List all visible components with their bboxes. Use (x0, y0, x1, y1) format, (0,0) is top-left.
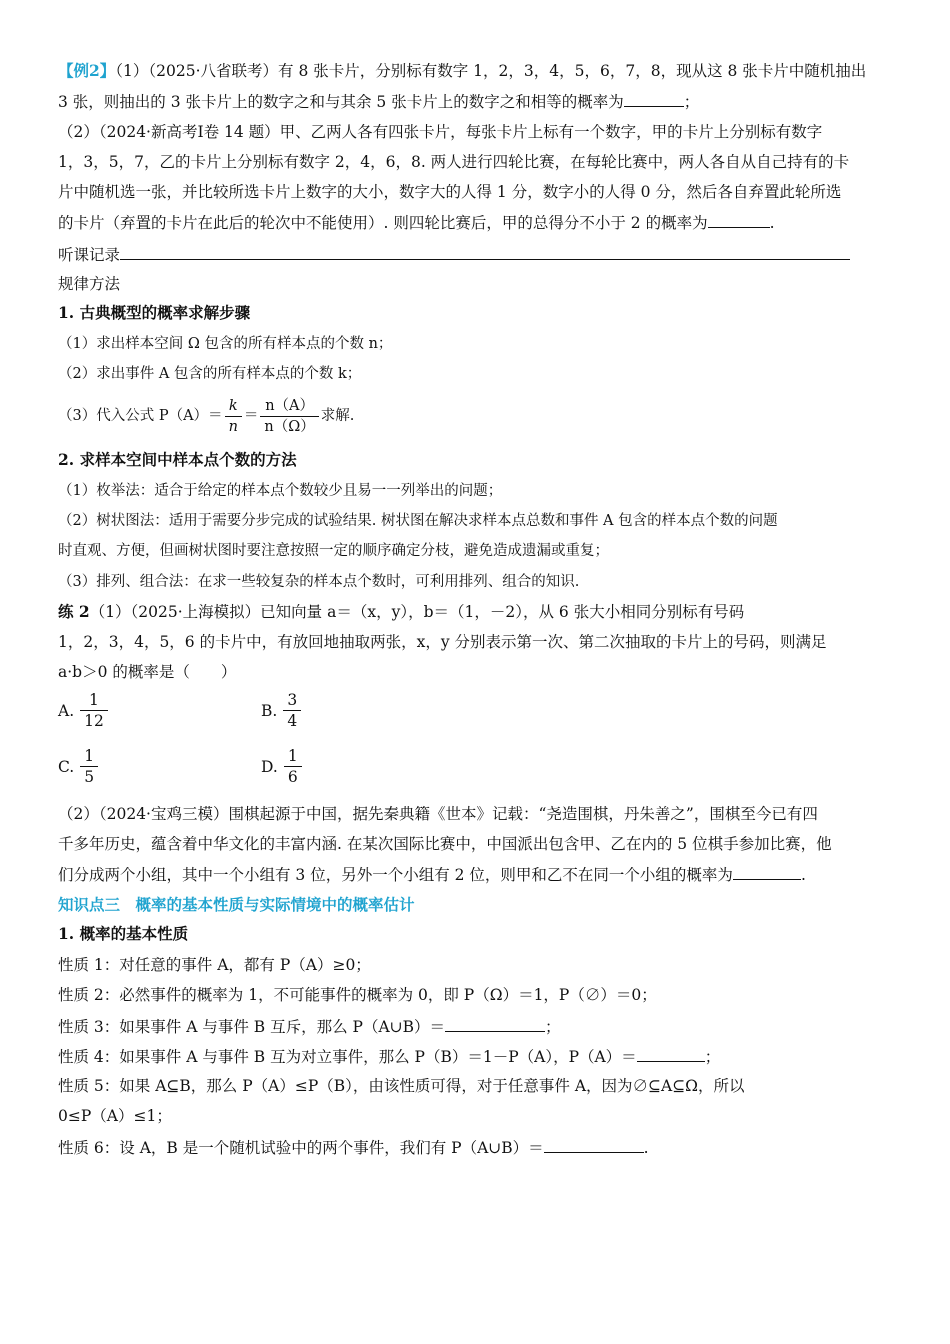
option-fraction (80, 690, 108, 731)
property-4-text: 性质 4：如果事件 A 与事件 B 互为对立事件，那么 P（B）＝1－P（A），P（A）＝ (58, 1048, 637, 1066)
practice-2-q2-line-3 (58, 864, 806, 885)
method-2-item-2: （2）树状图法：适用于需要分步完成的试验结果. 树状图在解决求样本点总数和事件 A 包含的样本点个数的问题 (58, 513, 778, 529)
knowledge-point-3-subtitle: 1. 概率的基本性质 (58, 924, 189, 943)
option-label: C. (58, 757, 75, 776)
answer-blank[interactable] (445, 1016, 545, 1032)
equals-sign: ＝ (243, 408, 259, 424)
option-c[interactable] (58, 746, 100, 787)
example-2-line-6 (58, 212, 775, 233)
punctuation: ； (545, 1018, 561, 1036)
practice-2-line-2: 1，2，3，4，5，6 的卡片中，有放回地抽取两张，x，y 分别表示第一次、第二次抽取的卡片上的号码，则满足 (58, 633, 827, 651)
fraction-numerator: 1 (89, 691, 99, 709)
answer-blank[interactable] (544, 1137, 644, 1153)
formula-suffix: 求解. (320, 408, 355, 424)
fraction-denominator: 6 (284, 766, 302, 787)
fraction-nA-over-nOmega (260, 396, 318, 437)
punctuation: . (643, 1139, 649, 1157)
notes-label: 听课记录 (58, 246, 121, 264)
method-2-title: 2. 求样本空间中样本点个数的方法 (58, 450, 297, 469)
option-fraction (283, 690, 301, 731)
method-title: 规律方法 (58, 275, 121, 293)
property-1: 性质 1：对任意的事件 A，都有 P（A）≥0； (58, 956, 371, 974)
option-fraction (80, 746, 98, 787)
practice-2-line-3: a·b＞0 的概率是（ ） (58, 663, 237, 681)
property-5: 性质 5：如果 A⊆B，那么 P（A）≤P（B），由该性质可得，对于任意事件 A，因为∅⊆A⊆Ω，所以 (58, 1077, 745, 1095)
answer-blank[interactable] (624, 91, 684, 107)
example-2-line-3: （2）（2024·新高考Ⅰ卷 14 题）甲、乙两人各有四张卡片，每张卡片上标有一个数字，甲的卡片上分别标有数字 (58, 123, 823, 141)
punctuation: ； (683, 93, 700, 111)
fraction-numerator: 1 (84, 747, 95, 765)
fraction-denominator: n（Ω） (260, 416, 318, 437)
punctuation: ； (704, 1048, 721, 1066)
property-3 (58, 1016, 561, 1037)
practice-2-q2-text-end: 们分成两个小组，其中一个小组有 3 位，另外一个小组有 2 位，则甲和乙不在同一个小组的概率为 (58, 866, 733, 884)
answer-blank[interactable] (637, 1046, 705, 1062)
property-2: 性质 2：必然事件的概率为 1，不可能事件的概率为 0，即 P（Ω）＝1，P（∅）＝0； (58, 986, 657, 1004)
example-2-line-4: 1，3，5，7，乙的卡片上分别标有数字 2，4，6，8. 两人进行四轮比赛，在每轮比赛中，两人各自从自己持有的卡 (58, 153, 850, 171)
practice-2-q2-line-1: （2）（2024·宝鸡三模）围棋起源于中国，据先秦典籍《世本》记载：“尧造围棋，丹朱善之”，围棋至今已有四 (58, 805, 818, 823)
punctuation: . (769, 214, 775, 232)
practice-2-question-1: （1）（2025·上海模拟）已知向量 a＝（x，y），b＝（1，－2），从 6 张大小相同分别标有号码 (89, 603, 745, 621)
example-2-part-2-text-end: 的卡片（弃置的卡片在此后的轮次中不能使用）. 则四轮比赛后，甲的总得分不小于 2 的概率为 (58, 214, 708, 232)
example-2-part-1-text: （1）（2025·八省联考）有 8 张卡片，分别标有数字 1，2，3，4，5，6，7，8，现从这 8 张卡片中随机抽出 (115, 62, 867, 80)
property-6 (58, 1137, 649, 1158)
option-b[interactable] (261, 690, 303, 731)
formula-prefix: （3）代入公式 P（A）＝ (58, 408, 223, 424)
fraction-numerator: 1 (287, 747, 298, 765)
punctuation: . (800, 866, 806, 884)
answer-blank[interactable] (708, 212, 770, 228)
fraction-denominator: 12 (80, 710, 108, 731)
property-5-cont: 0≤P（A）≤1； (58, 1107, 172, 1125)
example-2-tag: 【例2】 (58, 61, 116, 80)
property-3-text: 性质 3：如果事件 A 与事件 B 互斥，那么 P（A∪B）＝ (58, 1018, 446, 1036)
property-6-text: 性质 6：设 A，B 是一个随机试验中的两个事件，我们有 P（A∪B）＝ (58, 1139, 544, 1157)
notes-line[interactable] (120, 244, 850, 260)
example-2-line-1 (58, 61, 866, 81)
option-label: D. (261, 757, 278, 776)
method-1-step-3 (58, 395, 354, 437)
example-2-part-1-text-cont: 3 张，则抽出的 3 张卡片上的数字之和与其余 5 张卡片上的数字之和相等的概率为 (58, 93, 624, 111)
method-1-step-1: （1）求出样本空间 Ω 包含的所有样本点的个数 n； (58, 336, 393, 352)
fraction-numerator: k (228, 397, 238, 414)
fraction-numerator: 3 (287, 691, 298, 709)
example-2-line-5: 片中随机选一张，并比较所选卡片上数字的大小，数字大的人得 1 分，数字小的人得 0 分，然后各自弃置此轮所选 (58, 183, 842, 201)
fraction-denominator: n (225, 416, 242, 437)
option-label: B. (261, 701, 278, 720)
option-d[interactable] (261, 746, 304, 787)
knowledge-point-3-title: 知识点三 概率的基本性质与实际情境中的概率估计 (58, 895, 415, 914)
practice-2-q2-line-2: 千多年历史，蕴含着中华文化的丰富内涵. 在某次国际比赛中，中国派出包含甲、乙在内的 5 位棋手参加比赛，他 (58, 835, 832, 853)
example-2-line-2 (58, 91, 699, 112)
method-2-item-3: （3）排列、组合法：在求一些较复杂的样本点个数时，可利用排列、组合的知识. (58, 574, 580, 590)
method-1-step-2: （2）求出事件 A 包含的所有样本点的个数 k； (58, 366, 362, 382)
answer-blank[interactable] (733, 864, 801, 880)
fraction-denominator: 4 (283, 710, 301, 731)
option-a[interactable] (58, 690, 110, 731)
fraction-numerator: n（A） (265, 397, 314, 414)
method-2-item-1: （1）枚举法：适合于给定的样本点个数较少且易一一列举出的问题； (58, 483, 503, 499)
option-fraction (284, 746, 302, 787)
fraction-denominator: 5 (80, 766, 98, 787)
method-1-title: 1. 古典概型的概率求解步骤 (58, 303, 251, 322)
option-label: A. (58, 701, 75, 720)
practice-2-label: 练 2 (58, 602, 90, 621)
fraction-k-over-n (225, 396, 242, 437)
notes-row (58, 244, 850, 265)
property-4 (58, 1046, 720, 1067)
method-2-item-2-cont: 时直观、方便，但画树状图时要注意按照一定的顺序确定分枝，避免造成遗漏或重复； (58, 543, 609, 559)
practice-2-line-1 (58, 602, 744, 622)
